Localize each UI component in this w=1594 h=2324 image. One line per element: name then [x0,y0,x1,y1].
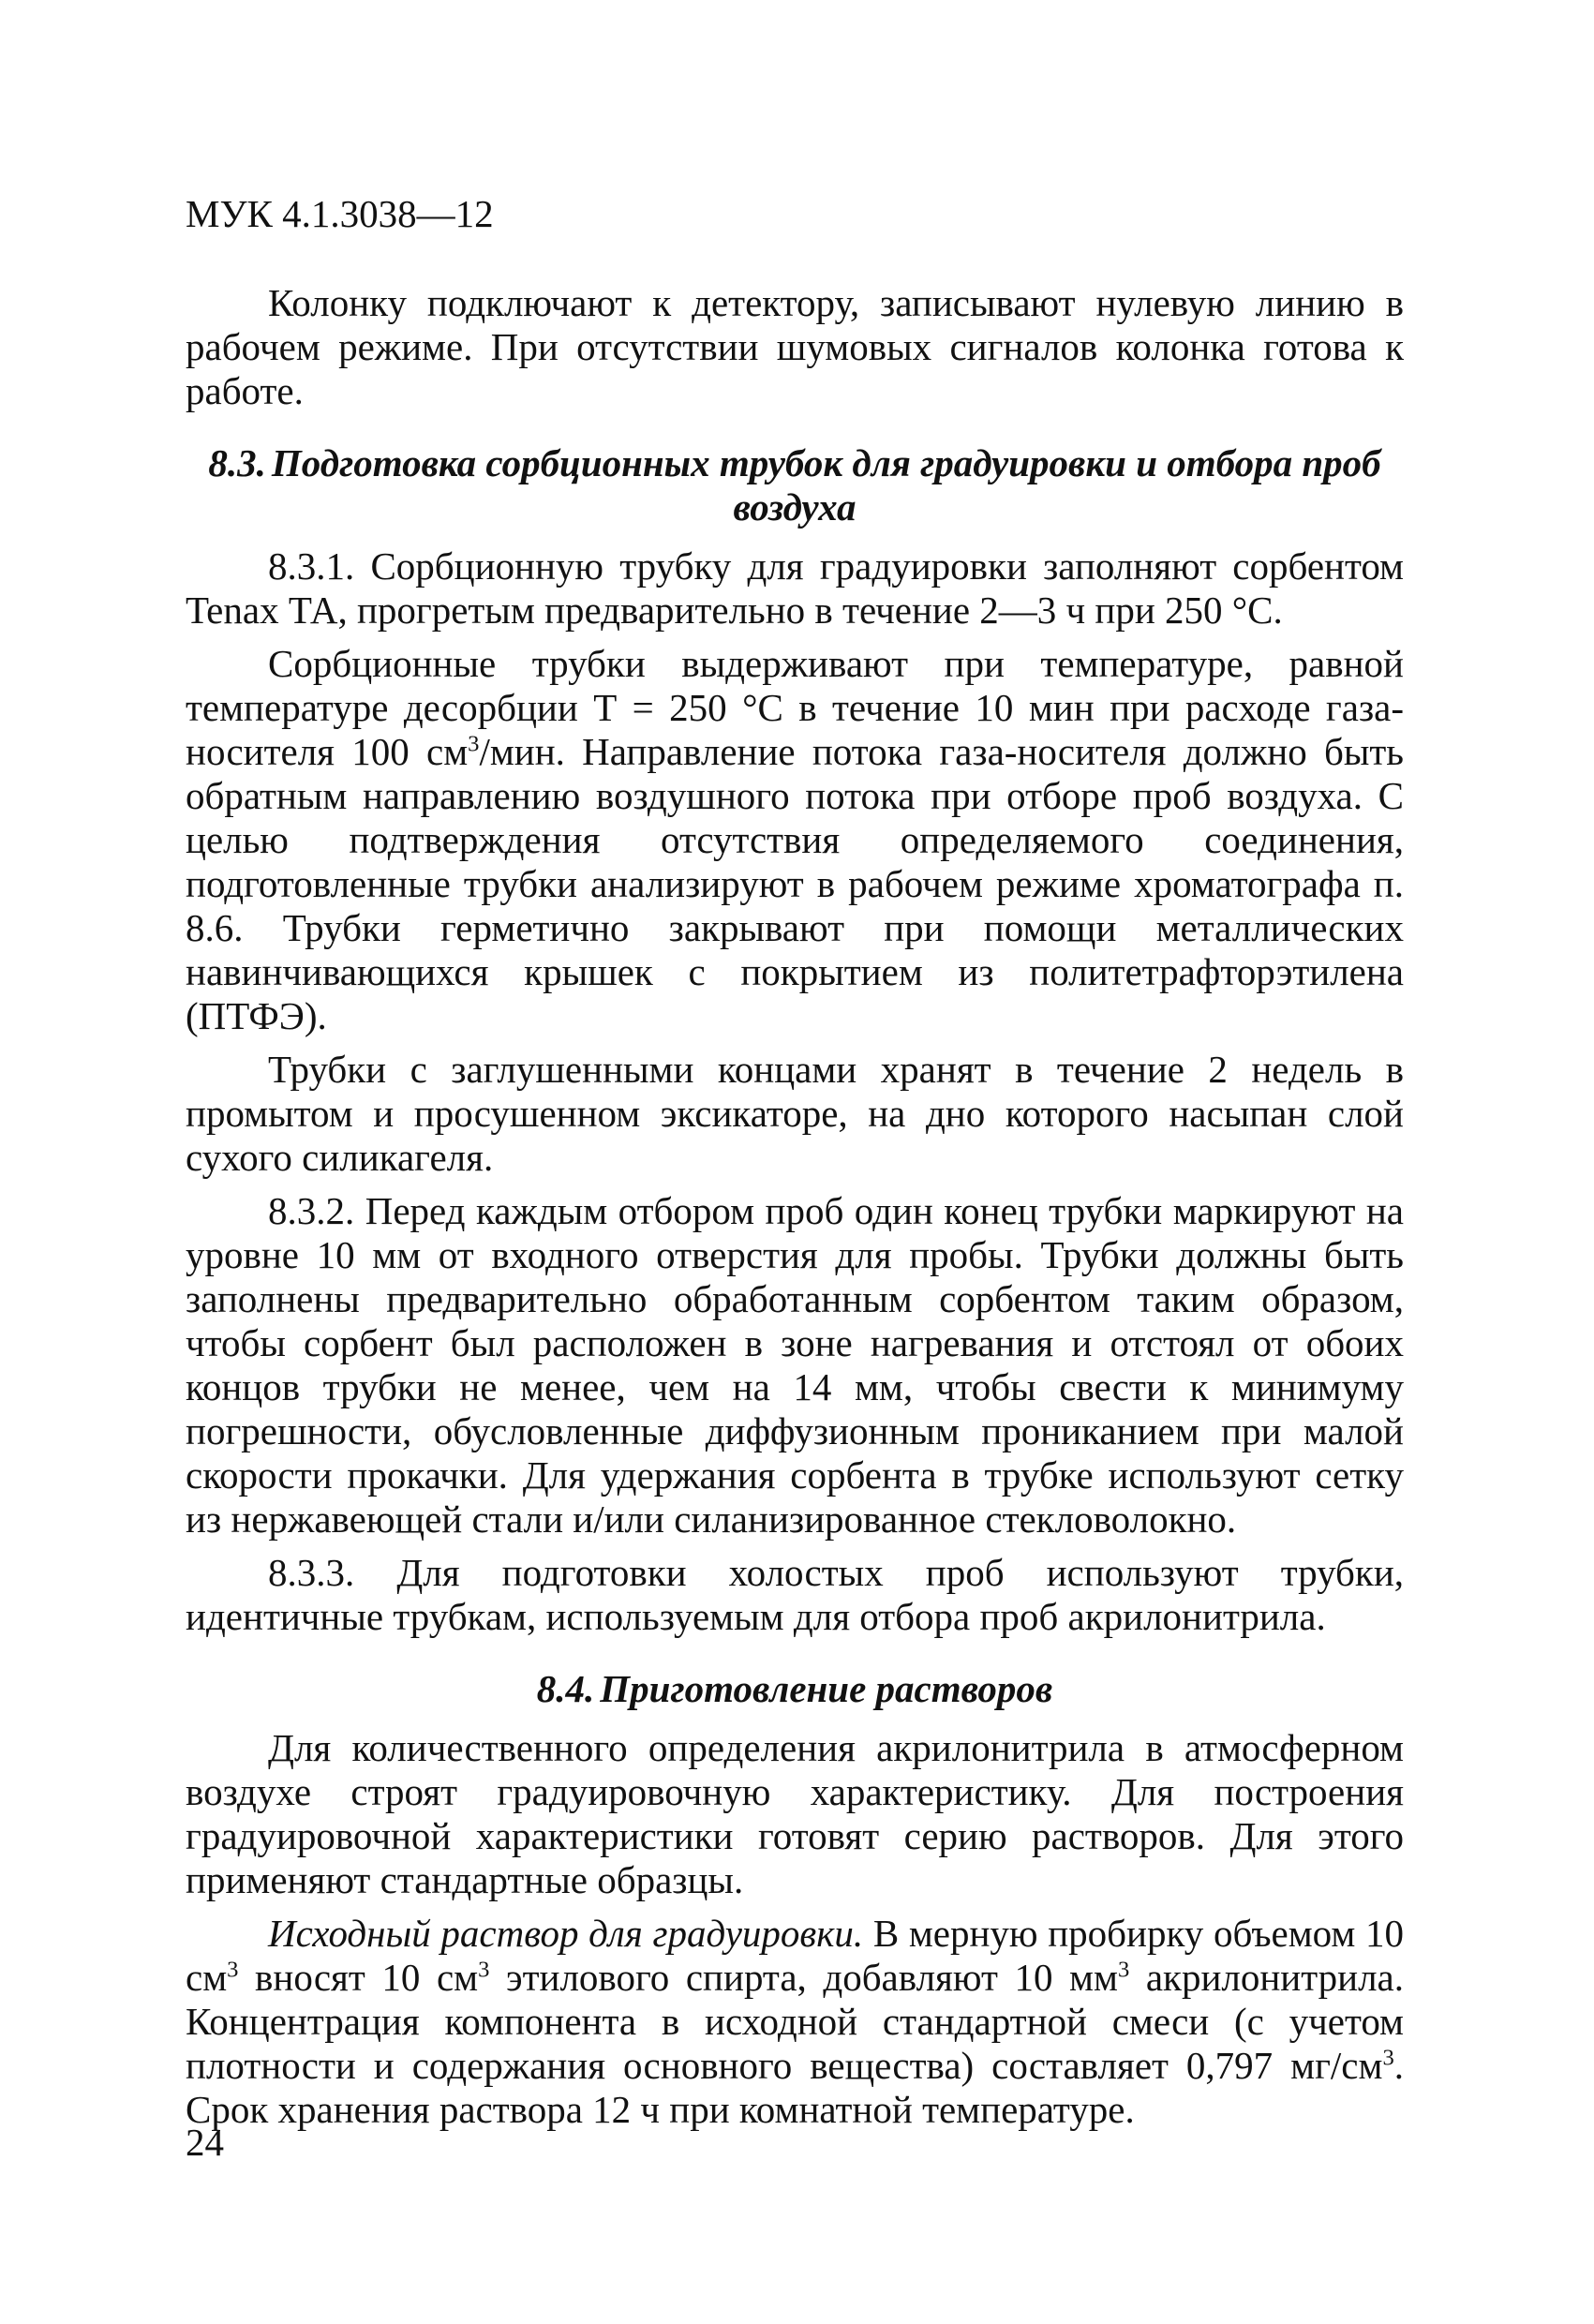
paragraph-8-3-3 [186,1551,1404,1639]
text-run: вносят 10 см [238,1956,479,1999]
paragraph-lead: Исходный раствор для градуировки. [268,1912,864,1955]
paragraph-stock-solution [186,1912,1404,2132]
text-run: этилового спирта, добавляют 10 мм [489,1956,1118,1999]
document-code: МУК 4.1.3038—12 [186,192,494,235]
section-number: 8.3. [208,441,266,484]
section-title: Подготовка сорбционных трубок для градуировки и отбора проб воздуха [271,441,1381,529]
document-body [186,281,1404,2132]
clause-text: Для подготовки холостых проб используют трубки, идентичные трубкам, используемым для отбора проб акрилонитрила. [186,1551,1405,1638]
text-run: . Срок хранения раствора 12 ч при комнатной температуре. [186,2044,1404,2131]
section-heading-8-4 [186,1667,1404,1711]
paragraph-8-3-1 [186,544,1404,633]
paragraph-calibration: Для количественного определения акрилонитрила в атмосферном воздухе строят градуировочную характеристику. Для построения градуировочной характеристики готовят серию растворов. Для этого применяют стандартные образцы. [186,1726,1404,1901]
paragraph-column-ready: Колонку подключают к детектору, записывают нулевую линию в рабочем режиме. При отсутствии шумовых сигналов колонка готова к работе. [186,281,1404,412]
superscript: 3 [478,1957,490,1983]
paragraph-storage: Трубки с заглушенными концами хранят в течение 2 недель в промытом и просушенном эксикаторе, на дно которого насыпан слой сухого силикагеля. [186,1048,1404,1179]
clause-number: 8.3.1. [268,544,355,588]
clause-text: Сорбционную трубку для градуировки заполняют сорбентом Tenax ТА, прогретым предварительно в течение 2—3 ч при 250 °С. [186,544,1405,632]
clause-number: 8.3.2. [268,1189,355,1232]
text-run: акрилонитрила. Концентрация компонента в исходной стандартной смеси (с учетом плотности и содержания основного вещества) составляет 0,797 мг/см [186,1956,1404,2087]
superscript: 3 [1382,2045,1394,2071]
section-heading-8-3 [186,441,1404,529]
text-run: В мерную пробирку объемом 10 см [186,1912,1405,1999]
section-title: Приготовление растворов [600,1667,1053,1710]
clause-number: 8.3.3. [268,1551,355,1594]
superscript: 3 [227,1957,239,1983]
text-run: /мин. Направление потока газа-носителя должно быть обратным направлению воздушного потока при отборе проб воздуха. С целью подтверждения отсутствия определяемого соединения, подготовленные трубки анализируют в рабочем режиме хроматографа п. 8.6. Трубки герметично закрывают при помощи металлических навинчивающихся крышек с покрытием из политетрафторэтилена (ПТФЭ). [186,730,1404,1037]
superscript: 3 [1117,1957,1130,1983]
paragraph-8-3-2 [186,1189,1404,1542]
page-number: 24 [186,2121,224,2164]
paragraph-sorption-tubes [186,642,1404,1038]
clause-text: Перед каждым отбором проб один конец трубки маркируют на уровне 10 мм от входного отверстия для пробы. Трубки должны быть заполнены предварительно обработанным сорбентом таким образом, чтобы сорбент был расположен в зоне нагревания и отстоял от обоих концов трубки не менее, чем на 14 мм, чтобы свести к минимуму погрешности, обусловленные диффузионным прониканием при малой скорости прокачки. Для удержания сорбента в трубке используют сетку из нержавеющей стали и/или силанизированное стекловолокно. [186,1189,1404,1541]
section-number: 8.4. [536,1667,595,1710]
superscript: 3 [468,731,480,757]
text-run: Сорбционные трубки выдерживают при температуре, равной температуре десорбции Т = 250 °С в течение 10 мин при расходе газа-носителя 100 см [186,642,1404,773]
